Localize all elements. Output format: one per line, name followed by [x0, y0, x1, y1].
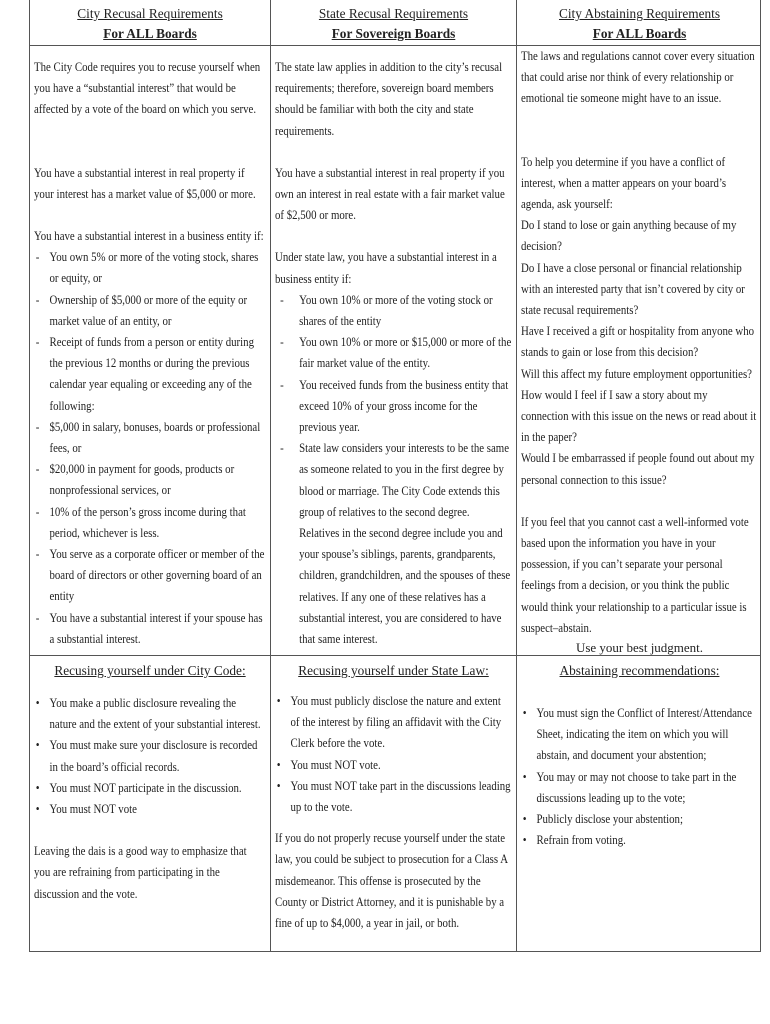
paragraph: The City Code requires you to recuse yourself when you have a “substantial interest” that would be affected by a vote of the board on which you serve. [34, 60, 261, 117]
state-recusal-body [271, 57, 516, 650]
list-item: • You must make sure your disclosure is recorded in the board’s official records. [34, 735, 265, 777]
list-item: - 10% of the person’s gross income during that period, whichever is less. [34, 502, 265, 544]
abstaining-steps-list [521, 703, 757, 851]
paragraph: You have a substantial interest in a business entity if: [34, 229, 264, 244]
header-city-recusal [30, 4, 270, 44]
list-item: - Receipt of funds from a person or entity during the previous 12 months or during the previous calendar year equaling or exceeding any of the following: [34, 332, 265, 417]
city-recusing-section [30, 661, 270, 905]
list-item: • You must publicly disclose the nature and extent of the interest by filing an affidavit with the City Clerk before the vote. [275, 691, 511, 755]
header-title: City Recusal Requirements [77, 6, 223, 21]
question: How would I feel if I saw a story about my connection with this issue on the news or read about it in the paper? [521, 387, 757, 445]
list-item: • You may or may not choose to take part in the discussions leading up to the vote; [521, 767, 757, 809]
list-item: • Refrain from voting. [521, 830, 757, 851]
list-item: - $5,000 in salary, bonuses, boards or professional fees, or [34, 417, 265, 459]
abstaining-body [517, 46, 762, 639]
list-item: - $20,000 in payment for goods, products or nonprofessional services, or [34, 459, 265, 501]
paragraph: If you do not properly recuse yourself under the state law, you could be subject to prosecution for a Class A misdemeanor. This offense is prosecuted by the County or District Attorney, and it is punishable by a fine of up to $4,000, a year in jail, or both. [275, 831, 508, 931]
paragraph: The state law applies in addition to the city’s recusal requirements; therefore, sovereign board members should be familiar with both the city and state requirements. [275, 60, 503, 138]
list-item: - You own 10% or more of the voting stock or shares of the entity [275, 290, 511, 332]
recusal-table [29, 0, 761, 952]
list-item: • You must NOT take part in the discussions leading up to the vote. [275, 776, 511, 818]
list-item: • You make a public disclosure revealing the nature and the extent of your substantial interest. [34, 693, 265, 735]
list-item: • You must NOT vote [34, 799, 265, 820]
header-state-recusal [271, 4, 516, 44]
list-item: • You must NOT vote. [275, 755, 511, 776]
list-item: - You own 10% or more or $15,000 or more of the fair market value of the entity. [275, 332, 511, 374]
recusing-steps-list [34, 693, 265, 820]
paragraph: You have a substantial interest in real property if you own an interest in real estate with a fair market value of $2,500 or more. [275, 165, 505, 223]
list-item: - You serve as a corporate officer or member of the board of directors or other governing board of an entity [34, 544, 265, 608]
header-title: City Abstaining Requirements [558, 6, 721, 21]
header-title: State Recusal Requirements [318, 6, 469, 21]
list-item: - You have a substantial interest if your spouse has a substantial interest. [34, 608, 265, 650]
paragraph: The laws and regulations cannot cover every situation that could arise nor think of every relationship or emotional tie someone might have to an issue. [521, 49, 755, 106]
question: Do I stand to lose or gain anything because of my decision? [521, 218, 737, 254]
paragraph: Under state law, you have a substantial interest in a business entity if: [275, 250, 497, 286]
recusing-steps-list [275, 691, 511, 818]
paragraph: You have a substantial interest in real property if your interest has a market value of $5,000 or more. [34, 165, 256, 201]
abstaining-section [517, 661, 762, 851]
paragraph: To help you determine if you have a conflict of interest, when a matter appears on your board’s agenda, ask yourself: [521, 154, 727, 212]
header-subtitle: For Sovereign Boards [331, 26, 456, 41]
question: Have I received a gift or hospitality from anyone who stands to gain or lose from this decision? [521, 324, 755, 360]
list-item: - You own 5% or more of the voting stock, shares or equity, or [34, 247, 265, 289]
state-recusing-section [271, 661, 516, 934]
list-item: • Publicly disclose your abstention; [521, 809, 757, 830]
list-item: • You must NOT participate in the discussion. [34, 778, 265, 799]
section-heading: Recusing yourself under City Code: [54, 663, 246, 678]
list-item: - You received funds from the business entity that exceed 10% of your gross income for the previous year. [275, 375, 511, 439]
list-item: - Ownership of $5,000 or more of the equity or market value of an entity, or [34, 290, 265, 332]
section-heading: Abstaining recommendations: [559, 663, 720, 678]
question: Would I be embarrassed if people found out about my personal connection to this issue? [521, 451, 755, 487]
question: Do I have a close personal or financial relationship with an interested party that isn’t covered by city or state recusal requirements? [521, 260, 745, 318]
list-item: • You must sign the Conflict of Interest/Attendance Sheet, indicating the item on which you will abstain, and document your abstention; [521, 703, 757, 767]
best-judgment-line [517, 639, 762, 657]
header-subtitle: For ALL Boards [592, 26, 687, 41]
paragraph: Use your best judgment. [575, 640, 704, 655]
header-city-abstaining [517, 4, 762, 44]
question: Will this affect my future employment opportunities? [521, 366, 752, 381]
list-item: - State law considers your interests to be the same as someone related to you in the first degree by blood or marriage. The City Code extends this group of relatives to the second degree. Relatives in the second degree include you and your spouse’s siblings, parents, grandparents, children, grandchildren, and the spouses of these relatives. If any one of these relatives has a substantial interest, you are considered to have that same interest. [275, 438, 511, 650]
paragraph: If you feel that you cannot cast a well-informed vote based upon the information you have in your possession, if you can’t separate your personal feelings from a decision, or you think the public would think your relationship to a particular issue is suspect–abstain. [521, 514, 749, 635]
paragraph: Leaving the dais is a good way to emphasize that you are refraining from participating in the discussion and the vote. [34, 844, 247, 901]
section-heading: Recusing yourself under State Law: [298, 663, 489, 678]
header-subtitle: For ALL Boards [103, 26, 197, 41]
substantial-interest-list [34, 247, 265, 650]
state-interest-list [275, 290, 511, 650]
city-recusal-body [30, 57, 270, 650]
